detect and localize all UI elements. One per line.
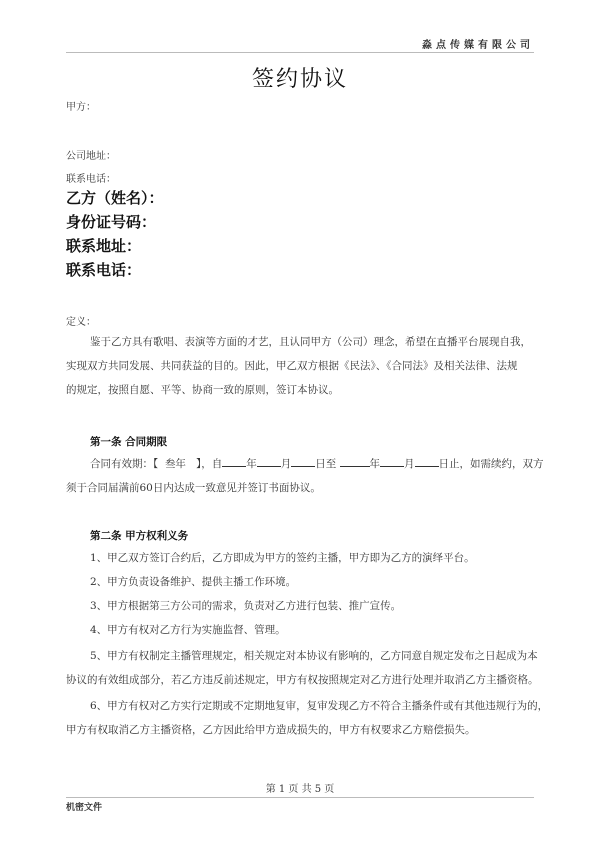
article-2-item-4: 4、甲方有权对乙方行为实施监督、管理。 (90, 624, 286, 636)
validity-label: 合同有效期：【 (90, 458, 159, 470)
footer-divider (66, 797, 534, 798)
article-2-item-5-line-1: 5、甲方有权制定主播管理规定，相关规定对本协议有影响的，乙方同意自规定发布之日起成为本 (90, 650, 538, 662)
article-2-item-3: 3、甲方根据第三方公司的需求，负责对乙方进行包装、推广宣传。 (90, 600, 402, 612)
end-month-blank (380, 454, 404, 467)
party-b-name-label: 乙方（姓名）： (66, 189, 164, 207)
definition-line-1: 鉴于乙方具有歌唱、表演等方面的才艺，且认同甲方（公司）理念，希望在直播平台展现自我， (90, 336, 531, 348)
party-b-phone-label: 联系电话： (66, 261, 142, 279)
month-text: 月 (404, 458, 415, 470)
bracket-close: 】，自 (195, 458, 223, 470)
term-value: 叁年 (164, 458, 186, 470)
year-text: 年 (246, 458, 257, 470)
page-number: 第 1 页 共 5 页 (265, 784, 335, 795)
month-text: 月 (280, 458, 292, 470)
article-2-item-5-line-2: 协议的有效组成部分，若乙方违反前述规定，甲方有权按照规定对乙方进行处理并取消乙方主播资格。 (66, 674, 539, 686)
end-day-blank (415, 454, 439, 467)
start-month-blank (257, 454, 281, 467)
definition-line-3: 的规定，按照自愿、平等、协商一致的原则，签订本协议。 (66, 384, 339, 396)
party-b-address-label: 联系地址： (66, 237, 142, 255)
article-2-heading: 第二条 甲方权利义务 (90, 530, 189, 542)
confidential-mark: 机密文件 (66, 803, 103, 813)
day-end-text: 日止，如需续约，双方 (438, 458, 544, 470)
contract-validity-line-2: 须于合同届满前60日内达成一致意见并签订书面协议。 (66, 482, 321, 494)
article-2-item-2: 2、甲方负责设备维护、提供主播工作环境。 (90, 576, 297, 588)
party-a-label: 甲方： (66, 102, 96, 113)
article-2-item-1: 1、甲乙双方签订合约后，乙方即成为甲方的签约主播，甲方即为乙方的演绎平台。 (90, 552, 475, 564)
start-day-blank (291, 454, 315, 467)
party-a-phone-label: 联系电话： (66, 174, 116, 185)
company-name: 淼点传媒有限公司 (422, 40, 534, 51)
article-2-item-6-line-1: 6、甲方有权对乙方实行定期或不定期地复审，复审发现乙方不符合主播条件或有其他违规行为的， (90, 700, 549, 712)
document-title: 签约协议 (251, 67, 348, 92)
party-a-address-label: 公司地址： (66, 151, 116, 162)
article-2-item-6-line-2: 甲方有权取消乙方主播资格，乙方因此给甲方造成损失的，甲方有权要求乙方赔偿损失。 (66, 724, 476, 736)
day-to-text: 日至 (315, 458, 337, 470)
end-year-blank (340, 454, 370, 467)
article-1-heading: 第一条 合同期限 (90, 436, 168, 448)
year-text: 年 (369, 458, 381, 470)
contract-validity-line (90, 452, 544, 476)
start-year-blank (222, 454, 246, 467)
header-divider (66, 52, 534, 53)
party-b-id-label: 身份证号码： (66, 213, 157, 231)
definition-line-2: 实现双方共同发展、共同获益的目的。因此，甲乙双方根据《民法》、《合同法》及相关法律、法规 (66, 360, 518, 372)
definition-label: 定义： (66, 317, 96, 328)
